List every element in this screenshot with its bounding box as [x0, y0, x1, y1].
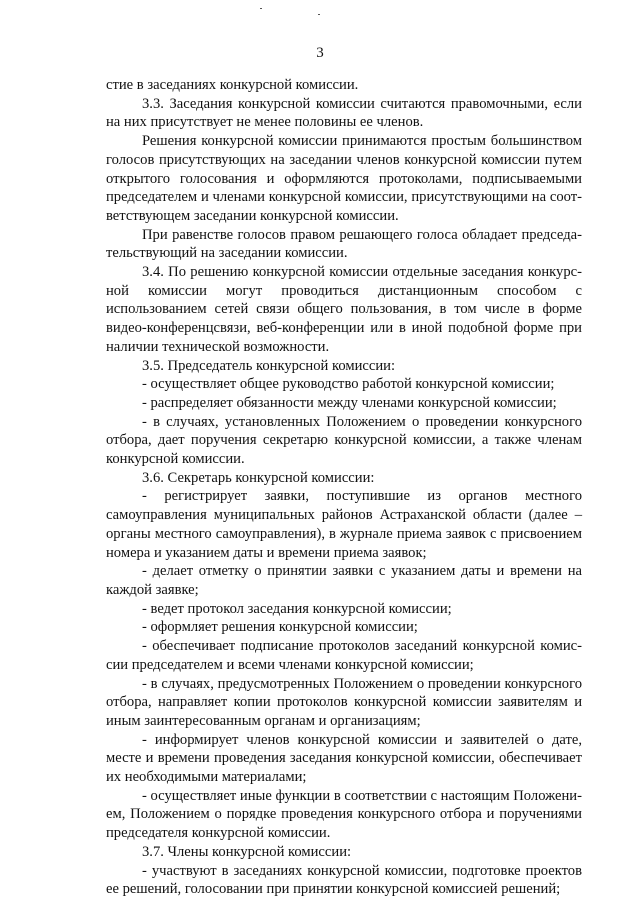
paragraph: - обеспечивает подписание протоколов заседаний конкурсной комиссии председателем и всеми членами конкурсной комиссии;	[106, 638, 582, 673]
paragraph: - информирует членов конкурсной комиссии и заявителей о дате, месте и времени проведения заседания конкурсной комиссии, обеспечивает их необходимыми материалами;	[106, 731, 582, 786]
paragraph: - участвуют в заседаниях конкурсной комиссии, подготовке проектов ее решений, голосовании при принятии конкурсной комиссией решений;	[106, 862, 582, 898]
page-number: 3	[316, 45, 324, 61]
paragraph: - осуществляет иные функции в соответствии с настоящим Положением, Положением о порядке проведения конкурсного отбора и поручениями председателя конкурсной комиссии.	[106, 787, 582, 842]
paragraph: - делает отметку о принятии заявки с указанием даты и времени на каждой заявке;	[106, 563, 582, 598]
paragraph: 3.6. Секретарь конкурсной комиссии:	[142, 469, 375, 486]
paragraph: 3.7. Члены конкурсной комиссии:	[142, 843, 352, 860]
paragraph: - оформляет решения конкурсной комиссии;	[142, 619, 418, 636]
paragraph: 3.3. Заседания конкурсной комиссии считаются правомочными, если на них присутствует не менее половины ее членов.	[106, 95, 582, 131]
paragraph: 3.4. По решению конкурсной комиссии отдельные заседания конкурсной комиссии могут проводиться дистанционным способом с использованием сетей связи общего пользования, в том числе в форме видео-конференцсвязи, веб-конференции или в иной подобной форме при наличии технической возможности.	[106, 264, 582, 355]
paragraph: При равенстве голосов правом решающего голоса обладает председательствующий на заседании комиссии.	[106, 226, 582, 262]
paragraph: - осуществляет общее руководство работой конкурсной комиссии;	[142, 376, 555, 393]
document-body	[106, 76, 582, 899]
paragraph: - ведет протокол заседания конкурсной комиссии;	[142, 600, 452, 617]
paragraph: 3.5. Председатель конкурсной комиссии:	[142, 357, 396, 374]
scan-speck	[260, 8, 262, 9]
paragraph: Решения конкурсной комиссии принимаются простым большинством голосов присутствующих на заседании членов конкурсной комиссии путем открытого голосования и оформляются протоколами, подписываемыми председателем и членами конкурсной комиссии, присутствующими на соответствующем заседании конкурсной комиссии.	[106, 133, 582, 224]
paragraph: - в случаях, установленных Положением о проведении конкурсного отбора, дает поручения секретарю конкурсной комиссии, а также членам конкурсной комиссии.	[106, 413, 582, 468]
paragraph: - распределяет обязанности между членами конкурсной комиссии;	[142, 394, 557, 411]
paragraph: - в случаях, предусмотренных Положением о проведении конкурсного отбора, направляет копии протоколов конкурсной комиссии заявителям и иным заинтересованным органам и организациям;	[106, 675, 582, 729]
scan-speck	[318, 14, 320, 15]
paragraph: стие в заседаниях конкурсной комиссии.	[106, 77, 359, 93]
paragraph: - регистрирует заявки, поступившие из органов местного самоуправления муниципальных районов Астраханской области (далее – органы местного самоуправления), в журнале приема заявок с присвоением номера и указанием даты и времени приема заявок;	[106, 488, 582, 561]
